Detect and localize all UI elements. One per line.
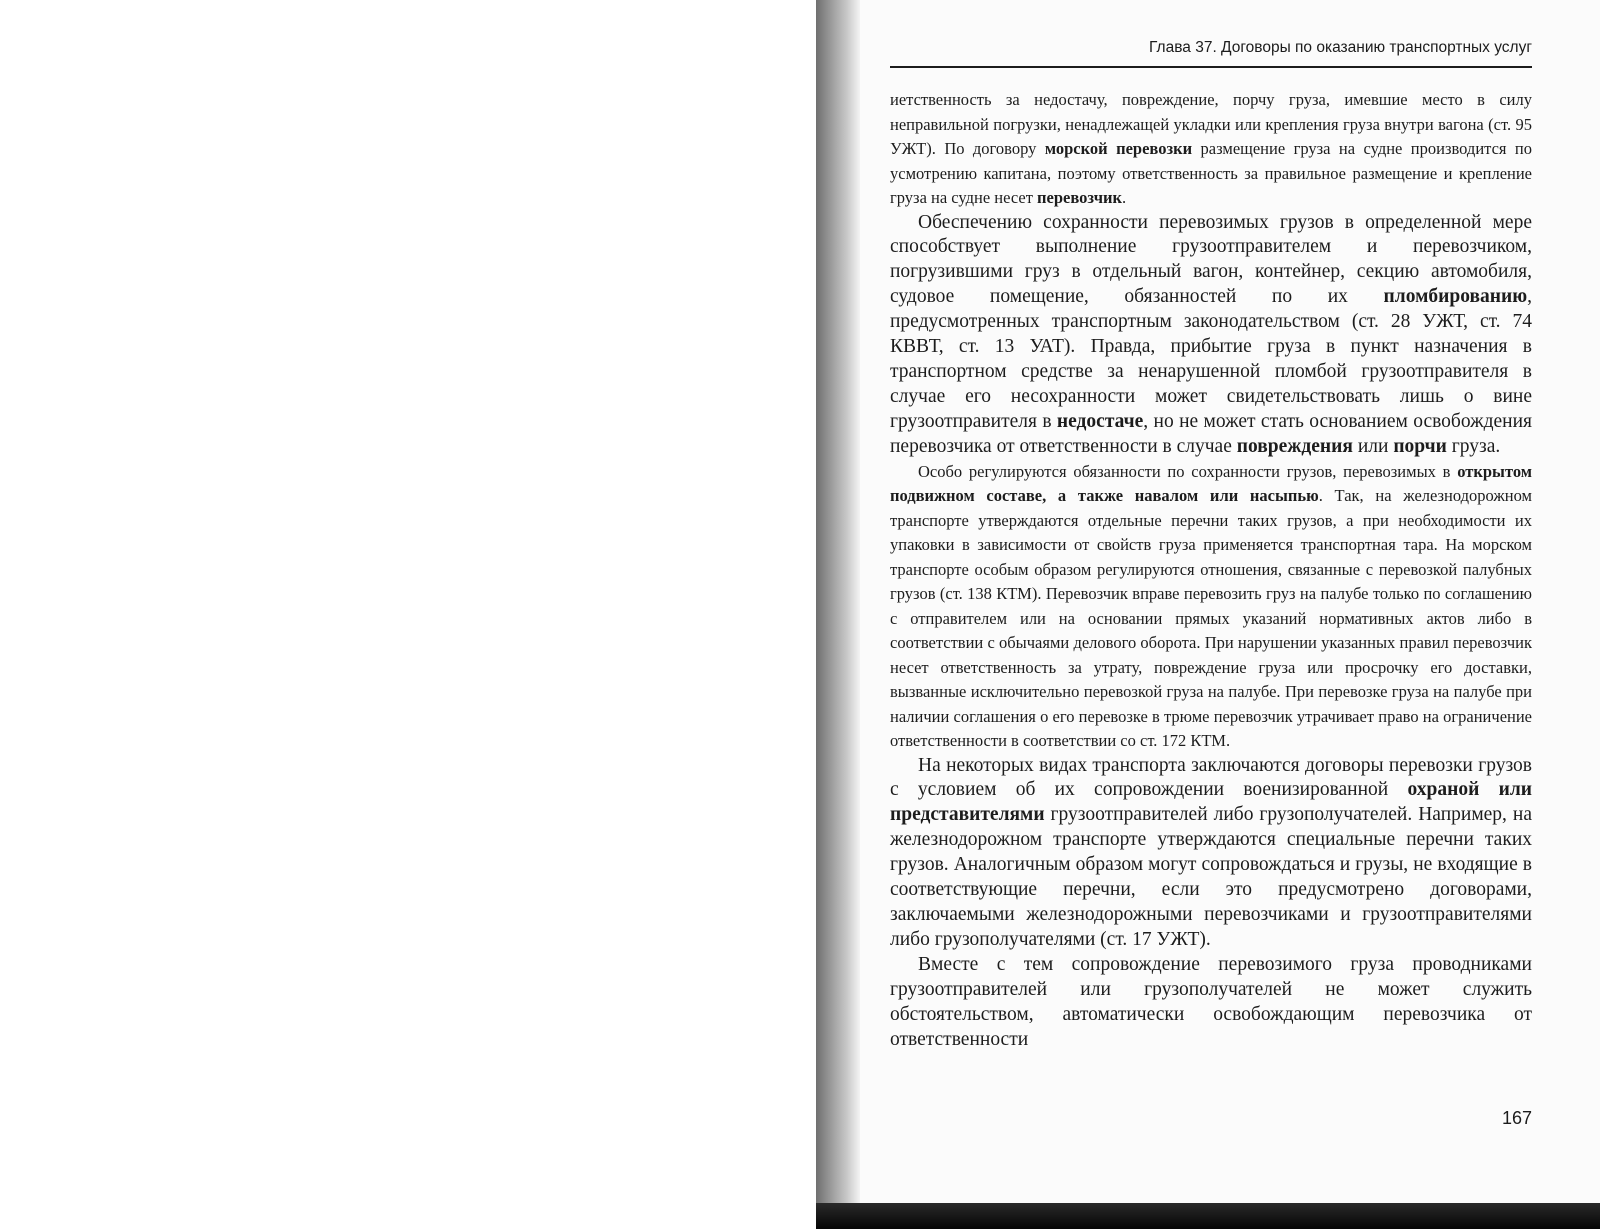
text-run: Особо регулируются обязанности по сохранности грузов, перевозимых в [918,461,1458,481]
text-run: или [1352,435,1394,457]
text-run: груза. [1446,435,1501,457]
text-run: Вместе с тем сопровождение перевозимого груза проводниками грузоотправителей или грузополучателей не может служить обстоятельством, автоматически освобождающим перевозчика от ответственности [890,953,1532,1050]
text-run: , но не может стать основанием освобождения перевозчика от ответственности в случае [890,410,1532,457]
text-run: На некоторых видах транспорта заключаются договоры перевозки грузов с условием об их сопровождении военизированной [890,754,1532,801]
bold-term: перевозчик [1037,188,1123,207]
text-run: иетственность за недостачу, повреждение, порчу груза, имевшие место в силу неправильной погрузки, ненадлежащей укладки или крепления груза внутри вагона (ст. 95 УЖТ). По договору [890,90,1532,158]
page-gutter-shadow [816,0,860,1229]
paragraph [890,88,1532,211]
text-run: . Так, на железнодорожном транспорте утверждаются отдельные перечни таких грузов, а при необходимости их упаковки в зависимости от свойств груза применяется транспортная тара. На морском транспорте особым образом регулируются отношения, связанные с перевозкой палубных грузов (ст. 138 КТМ). Перевозчик вправе перевозить груз на палубе только по соглашению с отправителем или на основании прямых указаний нормативных актов либо в соответствии с обычаями делового оборота. При нарушении указанных правил перевозчик несет ответственность за утрату, повреждение груза или просрочку его доставки, вызванные исключительно перевозкой груза на палубе. При перевозке груза на палубе при наличии соглашения о его перевозке в трюме перевозчик утрачивает право на ограничение ответственности в соответствии со ст. 172 КТМ. [890,486,1532,751]
paragraph [890,460,1532,754]
text-run: , предусмотренных транспортным законодательством (ст. 28 УЖТ, ст. 74 КВВТ, ст. 13 УАТ). Правда, прибытие груза в пункт назначения в транспортном средстве за ненарушенной пломбой грузоотправителя в случае его несохранности может свидетельствовать лишь о вине грузоотправителя в [890,286,1532,432]
text-run: размещение груза на судне производится по усмотрению капитана, поэтому ответственность за правильное размещение и крепление груза на судне несет [890,139,1532,207]
bottom-scan-edge [816,1203,1600,1229]
bold-term: охраной или представителями [890,779,1532,826]
paragraph [890,211,1532,460]
text-run: . [1122,188,1127,207]
paragraph [890,754,1532,953]
bold-term: морской перевозки [1044,139,1193,158]
bold-term: недостаче [1056,410,1144,432]
paragraph [890,953,1532,1053]
page-number: 167 [1501,1108,1532,1128]
running-head: Глава 37. Договоры по оказанию транспортных услуг [1149,39,1532,56]
bold-term: открытом подвижном составе, а также навалом или насыпью [890,461,1532,506]
body-text [890,88,1532,1052]
bold-term: пломбированию [1383,286,1528,308]
bold-term: порчи [1393,435,1447,457]
text-run: грузоотправителей либо грузополучателей. Например, на железнодорожном транспорте утверждаются специальные перечни таких грузов. Аналогичным образом могут сопровождаться и грузы, не входящие в соответствующие перечни, если это предусмотрено договорами, заключаемыми железнодорожными перевозчиками и грузоотправителями либо грузополучателями (ст. 17 УЖТ). [890,804,1532,950]
bold-term: повреждения [1236,435,1353,457]
text-run: Обеспечению сохранности перевозимых грузов в определенной мере способствует выполнение грузоотправителем и перевозчиком, погрузившими груз в отдельный вагон, контейнер, секцию автомобиля, судовое помещение, обязанностей по их [890,211,1532,308]
header-rule [890,66,1532,68]
